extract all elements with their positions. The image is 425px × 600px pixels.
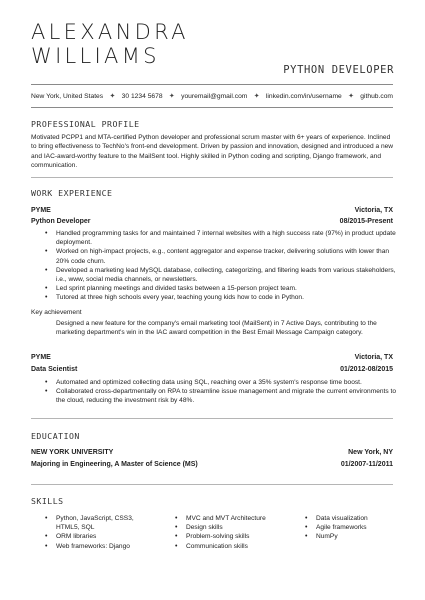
job-2-location: Victoria, TX xyxy=(354,354,393,361)
bullet-icon: • xyxy=(45,230,48,237)
job-2-bullets xyxy=(45,378,396,406)
education-location: New York, NY xyxy=(348,449,393,456)
job-1-company: PYME xyxy=(31,207,51,214)
header-divider xyxy=(31,84,393,85)
education-header xyxy=(31,449,393,456)
bullet-icon: • xyxy=(45,248,48,256)
list-item: • Handled programming tasks for and maintained 7 internal websites with a high success rate (97%) in product update deployment. xyxy=(45,230,396,247)
bullet-icon: • xyxy=(45,542,48,550)
section-divider xyxy=(31,484,393,485)
bullet-icon: • xyxy=(175,542,178,550)
section-divider xyxy=(31,418,393,419)
bullet-icon: • xyxy=(175,533,178,541)
job-2-company: PYME xyxy=(31,354,51,361)
contact-phone[interactable]: 30 1234 5678 xyxy=(121,92,163,100)
job-2-role: Data Scientist xyxy=(31,366,78,373)
job-1-dates: 08/2015-Present xyxy=(339,218,393,225)
bullet-icon: • xyxy=(45,285,48,293)
list-item: • Collaborated cross-departmentally on RPA to streamline issue management and migrate the current environments to the cloud, reducing the investment risk by 48%. xyxy=(45,388,396,405)
skills-column-1 xyxy=(45,514,186,551)
contact-linkedin[interactable]: linkedin.com/in/username xyxy=(265,92,342,100)
bullet-icon: • xyxy=(45,515,48,522)
list-item: • ORM libraries xyxy=(45,533,97,541)
education-dates: 01/2007-11/2011 xyxy=(340,461,393,468)
list-item: HTML5, SQL xyxy=(56,524,95,532)
list-item: • Worked on high-impact projects, e.g., content aggregator and expense tracker, delivering solutions with lower than 20% code churn. xyxy=(45,248,390,265)
list-item: • Communication skills xyxy=(175,542,248,550)
last-name: WILLIAMS xyxy=(31,44,160,68)
list-item: • MVC and MVT Architecture xyxy=(175,515,266,522)
list-item: • Led sprint planning meetings and divided tasks between a 15-person project team. xyxy=(45,285,297,293)
job-1-role: Python Developer xyxy=(31,218,91,225)
contact-bar xyxy=(31,90,393,102)
contact-email[interactable]: youremail@gmail.com xyxy=(181,92,248,100)
bullet-icon: • xyxy=(45,379,48,386)
job-1-header xyxy=(31,207,393,214)
section-divider xyxy=(31,177,393,178)
experience-heading: WORK EXPERIENCE xyxy=(31,188,113,198)
skills-heading: SKILLS xyxy=(31,496,64,506)
separator-icon: ✦ xyxy=(109,93,116,100)
list-item: • Developed a marketing lead MySQL database, collecting, categorizing, and filtering leads from various stakeholders, i.e., www, social media channels, or newsletters. xyxy=(45,266,396,284)
separator-icon: ✦ xyxy=(253,93,260,100)
list-item: • Automated and optimized collecting data using SQL, reaching over a 35% system's response time boost. xyxy=(45,379,362,386)
bullet-icon: • xyxy=(175,524,178,532)
bullet-icon: • xyxy=(305,524,308,532)
separator-icon: ✦ xyxy=(168,93,175,100)
bullet-icon: • xyxy=(45,294,48,302)
education-subheader xyxy=(31,461,393,468)
list-item: • Tutored at three high schools every year, teaching young kids how to code in Python. xyxy=(45,294,304,302)
education-school: NEW YORK UNIVERSITY xyxy=(31,449,114,456)
contact-github[interactable]: github.com xyxy=(360,92,393,100)
job-1-subheader xyxy=(31,218,393,225)
separator-icon: ✦ xyxy=(348,93,354,100)
job-2-subheader xyxy=(31,366,393,373)
education-degree: Majoring in Engineering, A Master of Science (MS) xyxy=(31,461,198,468)
list-item: • Data visualization xyxy=(305,515,368,522)
education-heading: EDUCATION xyxy=(31,431,80,441)
job-2-dates: 01/2012-08/2015 xyxy=(340,366,393,373)
skills-grid xyxy=(45,514,396,551)
bullet-icon: • xyxy=(45,266,48,274)
key-achievement-label: Key achievement xyxy=(31,309,82,316)
key-achievement-text: Designed a new feature for the company's email marketing tool (MailSent) in 7 Active Days, contributing to the marketing department's win in the IAC award competition in the Best Email Message Campaign category. xyxy=(56,320,377,337)
contact-location: New York, United States xyxy=(31,92,104,100)
list-item: • Design skills xyxy=(175,524,223,532)
list-item: • Agile frameworks xyxy=(305,524,367,532)
job-1-location: Victoria, TX xyxy=(354,207,393,214)
profile-heading: PROFESSIONAL PROFILE xyxy=(31,119,140,129)
contact-divider xyxy=(31,107,393,108)
bullet-icon: • xyxy=(305,515,308,522)
first-name: ALEXANDRA xyxy=(31,20,189,44)
list-item: • Problem-solving skills xyxy=(175,533,250,541)
job-title: PYTHON DEVELOPER xyxy=(283,64,394,76)
candidate-name xyxy=(31,20,189,68)
list-item: • Web frameworks: Django xyxy=(45,542,130,550)
bullet-icon: • xyxy=(305,533,308,541)
list-item: • Python, JavaScript, CSS3, xyxy=(45,515,134,522)
skills-column-2 xyxy=(175,514,316,551)
job-1-bullets xyxy=(45,229,396,303)
profile-text: Motivated PCPP1 and MTA-certified Python developer and professional scrum master with 6+ years of experience. Inclined to bring effectiveness to TechNo's front-end development. Driven by passion and innovation, designed and introduced a new and IAC-award-worthy feature to the MailSent tool. Highly skilled in Python coding and scripting, Django framework, and communication. xyxy=(31,134,394,170)
bullet-icon: • xyxy=(45,388,48,396)
bullet-icon: • xyxy=(45,533,48,541)
skills-column-3 xyxy=(305,514,396,551)
job-2-header xyxy=(31,354,393,361)
bullet-icon: • xyxy=(175,515,178,522)
list-item: • NumPy xyxy=(305,533,338,541)
